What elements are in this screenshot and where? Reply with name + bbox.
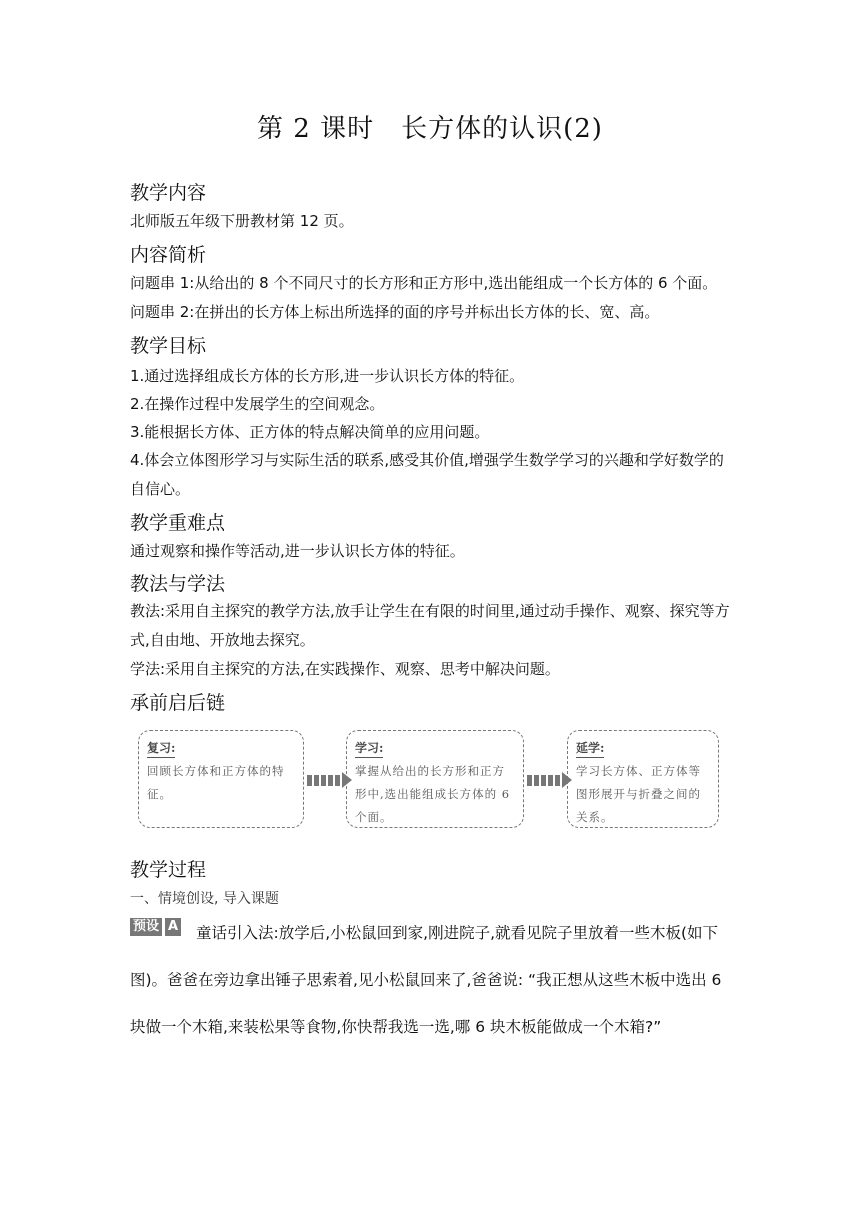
chain-box-text: 学习长方体、正方体等图形展开与折叠之间的关系。 (576, 764, 701, 824)
section-heading-chain: 承前启后链 (130, 692, 226, 714)
section-heading-content: 教学内容 (130, 182, 207, 204)
chain-box-text: 回顾长方体和正方体的特征。 (147, 764, 285, 801)
analysis-item-1: 问题串 1:从给出的 8 个不同尺寸的长方形和正方形中,选出能组成一个长方体的 6 个面。 (130, 274, 718, 292)
chain-arrow-icon (527, 772, 572, 788)
chain-box-label: 学习: (355, 739, 383, 758)
chain-box-extend (567, 730, 719, 828)
key-points-text: 通过观察和操作等活动,进一步认识长方体的特征。 (130, 542, 465, 560)
story-line-3: 块做一个木箱,来装松果等食物,你快帮我选一选,哪 6 块木板能做成一个木箱?” (130, 1018, 662, 1036)
goal-item-1: 1.通过选择组成长方体的长方形,进一步认识长方体的特征。 (130, 367, 525, 385)
process-subheading: 一、情境创设, 导入课题 (130, 891, 279, 907)
goal-item-3: 3.能根据长方体、正方体的特点解决简单的应用问题。 (130, 423, 490, 441)
chain-box-text: 掌握从给出的长方形和正方形中,选出能组成长方体的 6 个面。 (355, 764, 511, 824)
teaching-method-text: 教法:采用自主探究的教学方法,放手让学生在有限的时间里,通过动手操作、观察、探究等方式,自由地、开放地去探究。 (130, 602, 730, 649)
story-line-2: 图)。爸爸在旁边拿出锤子思索着,见小松鼠回来了,爸爸说: “我正想从这些木板中选出 6 (130, 971, 722, 989)
section-heading-process: 教学过程 (130, 859, 207, 881)
preset-label: 预设 (130, 918, 162, 936)
learning-method-text: 学法:采用自主探究的方法,在实践操作、观察、思考中解决问题。 (130, 660, 560, 678)
section-heading-goals: 教学目标 (130, 335, 207, 357)
preset-tag (130, 918, 184, 936)
chain-box-label: 延学: (576, 739, 604, 758)
section-heading-key-points: 教学重难点 (130, 512, 226, 534)
story-line-1: 童话引入法:放学后,小松鼠回到家,刚进院子,就看见院子里放着一些木板(如下 (196, 924, 719, 942)
goal-item-2: 2.在操作过程中发展学生的空间观念。 (130, 395, 385, 413)
chain-box-learn (346, 730, 524, 828)
section-heading-analysis: 内容简析 (130, 244, 207, 266)
analysis-item-2: 问题串 2:在拼出的长方体上标出所选择的面的序号并标出长方体的长、宽、高。 (130, 303, 660, 321)
goal-item-4: 4.体会立体图形学习与实际生活的联系,感受其价值,增强学生数学学习的兴趣和学好数学的自信心。 (130, 451, 724, 498)
section-heading-methods: 教法与学法 (130, 573, 226, 595)
chain-box-label: 复习: (147, 739, 175, 758)
chain-box-review (138, 730, 304, 828)
content-text: 北师版五年级下册教材第 12 页。 (130, 212, 354, 230)
preset-letter: A (165, 918, 181, 936)
page-title: 第 2 课时 长方体的认识(2) (257, 114, 603, 144)
